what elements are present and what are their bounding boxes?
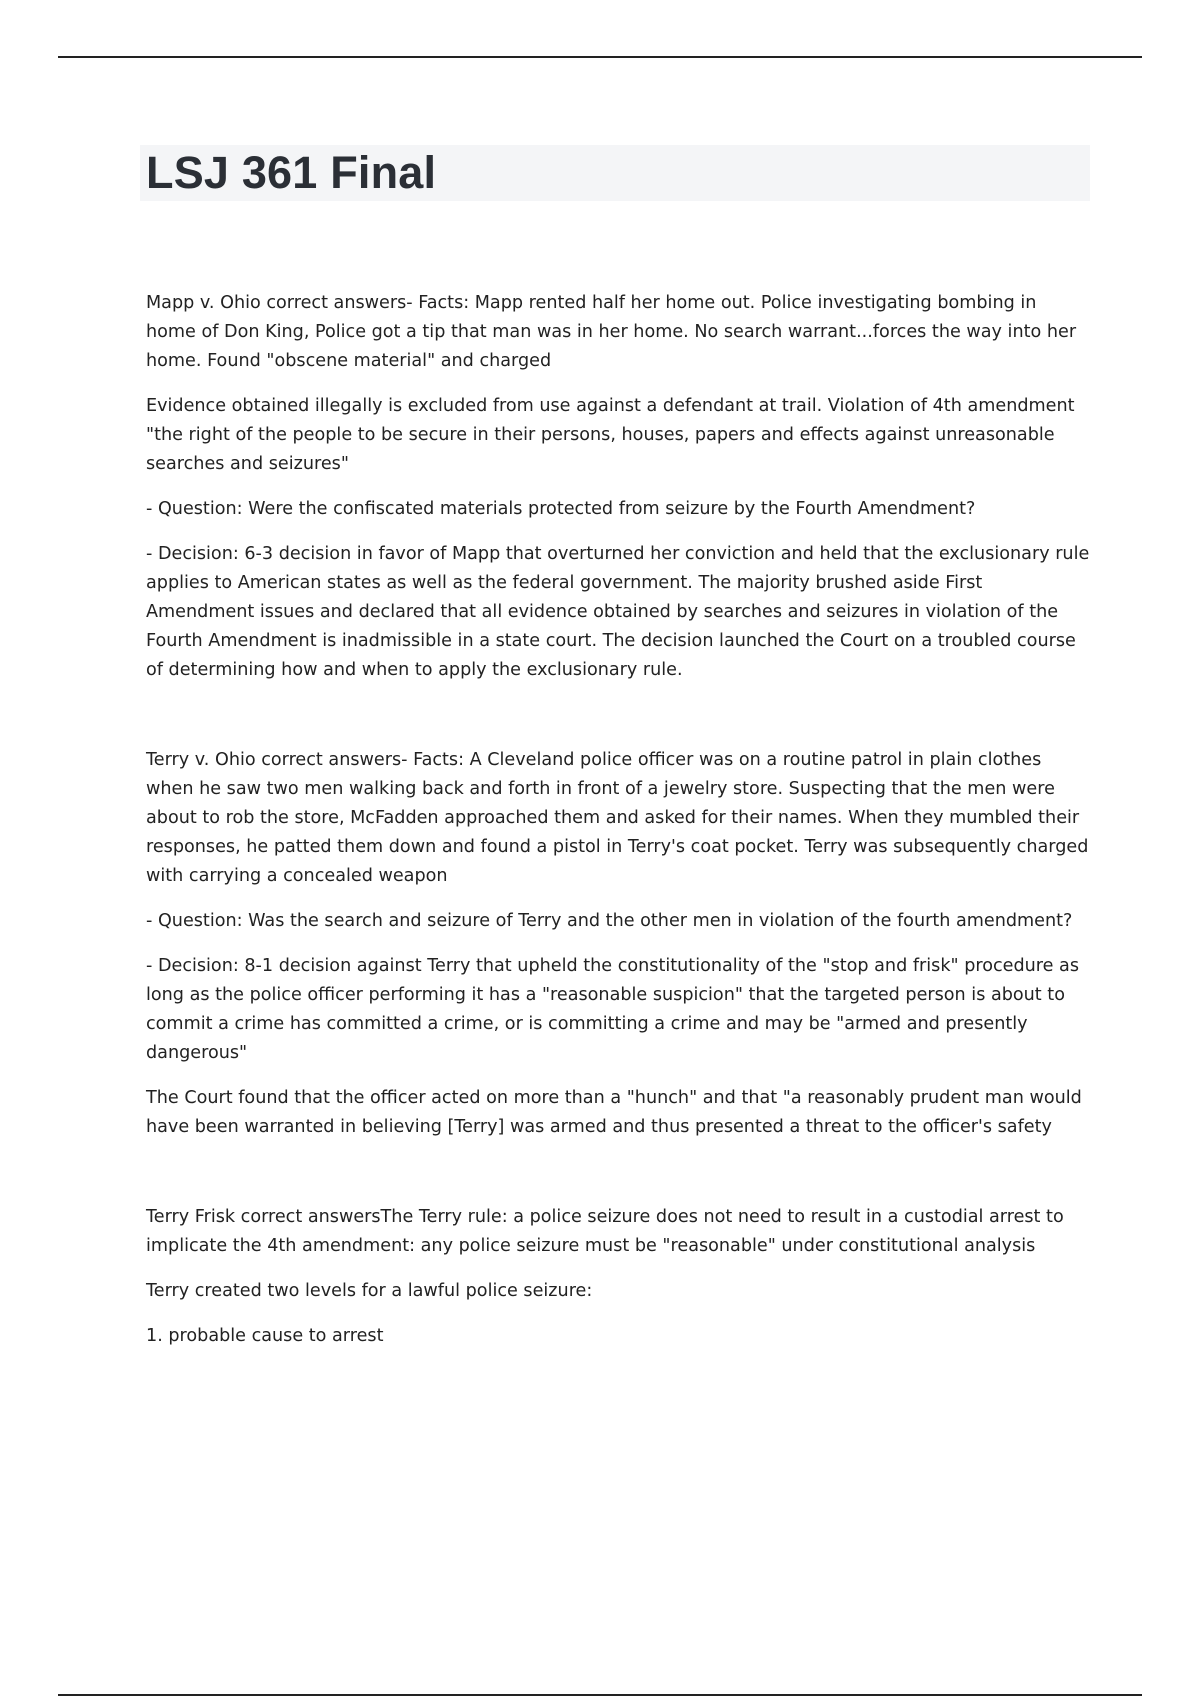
paragraph: Terry Frisk correct answersThe Terry rule: a police seizure does not need to result in a custodial arrest to implicate the 4th amendment: any police seizure must be "reasonable" under constitutional analysis bbox=[146, 1207, 1064, 1256]
paragraph: - Decision: 8-1 decision against Terry that upheld the constitutionality of the "stop and frisk" procedure as long as the police officer performing it has a "reasonable suspicion" that the targeted person is about to commit a crime has committed a crime, or is committing a crime and may be "armed and presently dangerous" bbox=[146, 956, 1080, 1063]
paragraph: Terry created two levels for a lawful police seizure: bbox=[146, 1281, 593, 1301]
paragraph: Terry v. Ohio correct answers- Facts: A Cleveland police officer was on a routine patrol in plain clothes when he saw two men walking back and forth in front of a jewelry store. Suspecting that the men were about to rob the store, McFadden approached them and asked for their names. When they mumbled their responses, he patted them down and found a pistol in Terry's coat pocket. Terry was subsequently charged with carrying a concealed weapon bbox=[146, 750, 1089, 886]
section-mapp-v-ohio bbox=[146, 289, 1091, 685]
paragraph: The Court found that the officer acted on more than a "hunch" and that "a reasonably prudent man would have been warranted in believing [Terry] was armed and thus presented a threat to the officer's safety bbox=[146, 1088, 1082, 1137]
paragraph: - Question: Were the confiscated materials protected from seizure by the Fourth Amendment? bbox=[146, 499, 976, 519]
paragraph: - Question: Was the search and seizure of Terry and the other men in violation of the fourth amendment? bbox=[146, 911, 1073, 931]
section-spacer bbox=[146, 701, 1091, 746]
section-spacer bbox=[146, 1158, 1091, 1203]
page-title: LSJ 361 Final bbox=[146, 147, 437, 198]
paragraph: 1. probable cause to arrest bbox=[146, 1326, 384, 1346]
paragraph: Mapp v. Ohio correct answers- Facts: Mapp rented half her home out. Police investigating bombing in home of Don King, Police got a tip that man was in her home. No search warrant...forces the way into her home. Found "obscene material" and charged bbox=[146, 293, 1077, 371]
section-terry-frisk bbox=[146, 1203, 1091, 1351]
bottom-rule bbox=[58, 1694, 1142, 1696]
paragraph: - Decision: 6-3 decision in favor of Mapp that overturned her conviction and held that the exclusionary rule applies to American states as well as the federal government. The majority brushed aside First Amendment issues and declared that all evidence obtained by searches and seizures in violation of the Fourth Amendment is inadmissible in a state court. The decision launched the Court on a troubled course of determining how and when to apply the exclusionary rule. bbox=[146, 544, 1090, 680]
document-body bbox=[146, 289, 1091, 1367]
top-rule bbox=[58, 56, 1142, 58]
section-terry-v-ohio bbox=[146, 746, 1091, 1142]
paragraph: Evidence obtained illegally is excluded from use against a defendant at trail. Violation of 4th amendment "the right of the people to be secure in their persons, houses, papers and effects against unreasonable searches and seizures" bbox=[146, 396, 1075, 474]
